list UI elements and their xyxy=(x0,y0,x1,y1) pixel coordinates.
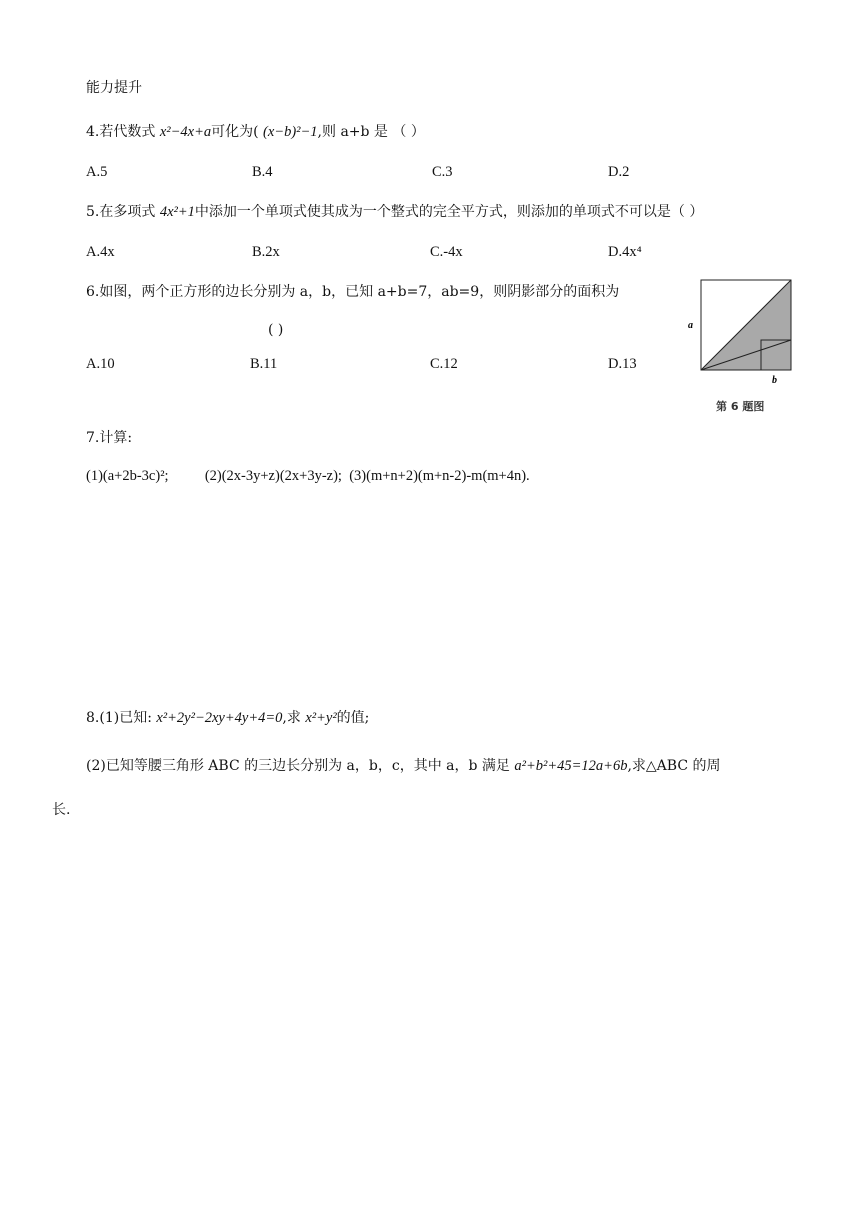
q8-p1-expression: x²+2y²−2xy+4y+4=0 xyxy=(156,710,283,726)
question-8-part-2-tail: 长. xyxy=(52,802,71,818)
q8-p1-prefix: 8.(1)已知: xyxy=(86,710,157,726)
q6-option-d: D.13 xyxy=(608,356,637,372)
q5-option-c: C.-4x xyxy=(430,244,463,260)
q8-p1-expression-2: x²+y² xyxy=(305,710,337,726)
q8-p1-suffix: 的值; xyxy=(336,710,370,726)
q4-prefix: 4.若代数式 xyxy=(86,124,160,140)
section-title: 能力提升 xyxy=(86,80,142,96)
q8-p2-suffix: ,求△ABC 的周 xyxy=(627,758,721,774)
q4-expression-2: (x−b)²−1 xyxy=(263,124,318,140)
q4-option-d: D.2 xyxy=(608,164,630,180)
q6-option-b: B.11 xyxy=(250,356,278,372)
q5-option-d: D.4x⁴ xyxy=(608,244,642,260)
q8-p2-expression: a²+b²+45=12a+6b xyxy=(514,758,628,774)
q4-option-a: A.5 xyxy=(86,164,108,180)
figure-caption: 第 6 题图 xyxy=(716,400,765,413)
q4-expression: x²−4x+a xyxy=(159,124,212,140)
q6-option-a: A.10 xyxy=(86,356,115,372)
question-7-parts: (1)(a+2b-3c)²; (2)(2x-3y+z)(2x+3y-z); (3)(m+n+2)(m+n-2)-m(m+4n). xyxy=(86,468,530,484)
q6-answer-bracket: ( ) xyxy=(268,322,284,338)
q4-suffix: ,则 a+b 是 （ ） xyxy=(317,124,425,140)
q4-option-b: B.4 xyxy=(252,164,273,180)
q5-prefix: 5.在多项式 xyxy=(86,204,160,220)
q5-suffix: 中添加一个单项式使其成为一个整式的完全平方式，则添加的单项式不可以是（ ） xyxy=(194,204,704,220)
q5-option-a: A.4x xyxy=(86,244,115,260)
question-6: 6.如图，两个正方形的边长分别为 a，b，已知 a+b=7，ab=9，则阴影部分的面积为 xyxy=(86,284,620,300)
q5-option-b: B.2x xyxy=(252,244,280,260)
question-5 xyxy=(86,202,703,222)
question-8-part-2 xyxy=(86,756,721,776)
q5-expression: 4x²+1 xyxy=(159,204,195,220)
q6-option-c: C.12 xyxy=(430,356,458,372)
label-a: a xyxy=(688,320,693,331)
q8-p1-mid: ,求 xyxy=(282,710,306,726)
label-b: b xyxy=(772,375,777,386)
question-7-title: 7.计算: xyxy=(86,430,133,446)
q4-mid: 可化为( xyxy=(211,124,264,140)
question-8-part-1 xyxy=(86,708,369,728)
q8-p2-prefix: (2)已知等腰三角形 ABC 的三边长分别为 a，b，c，其中 a，b 满足 xyxy=(86,758,515,774)
question-4 xyxy=(86,122,425,142)
squares-figure xyxy=(684,276,794,418)
q4-option-c: C.3 xyxy=(432,164,453,180)
